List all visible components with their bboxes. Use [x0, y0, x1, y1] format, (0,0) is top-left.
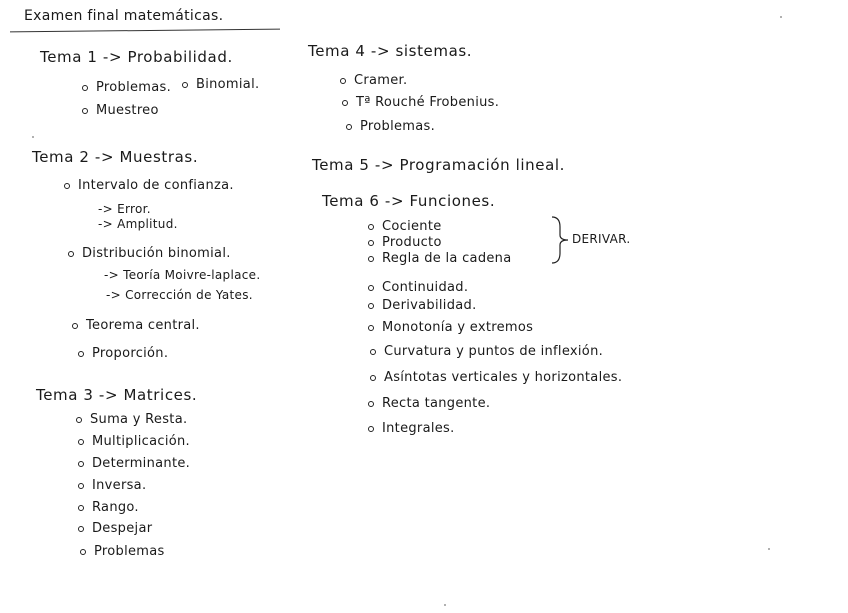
bullet-icon	[346, 124, 352, 130]
tema6-item: Curvatura y puntos de inflexión.	[370, 344, 603, 359]
tema4-item: Problemas.	[346, 119, 435, 134]
tema6-derivar-item: Cociente	[368, 219, 442, 234]
bullet-icon	[78, 526, 84, 532]
tema3-item: Multiplicación.	[78, 434, 190, 449]
tema1-heading: Tema 1 -> Probabilidad.	[40, 48, 233, 66]
tema2-subitem: -> Teoría Moivre-laplace.	[104, 268, 261, 282]
tema3-item: Determinante.	[78, 456, 190, 471]
paper-speck	[32, 136, 34, 138]
tema3-item: Problemas	[80, 544, 165, 559]
tema6-item: Derivabilidad.	[368, 298, 477, 313]
tema1-item: Binomial.	[182, 77, 259, 92]
bullet-icon	[82, 85, 88, 91]
bullet-icon	[368, 240, 374, 246]
tema3-item: Rango.	[78, 500, 139, 515]
tema2-subitem: -> Amplitud.	[98, 217, 178, 231]
bullet-icon	[342, 100, 348, 106]
tema6-heading: Tema 6 -> Funciones.	[322, 192, 496, 210]
title-underline	[10, 29, 280, 33]
paper-speck	[768, 548, 770, 550]
bullet-icon	[368, 285, 374, 291]
tema1-item: Problemas.	[82, 80, 171, 95]
tema6-derivar-item: Regla de la cadena	[368, 251, 511, 266]
tema3-heading: Tema 3 -> Matrices.	[36, 386, 198, 404]
bullet-icon	[368, 325, 374, 331]
tema3-item: Suma y Resta.	[76, 412, 187, 427]
tema2-item: Teorema central.	[72, 318, 200, 333]
tema2-heading: Tema 2 -> Muestras.	[32, 148, 199, 166]
tema6-item: Asíntotas verticales y horizontales.	[370, 370, 622, 385]
bullet-icon	[182, 82, 188, 88]
bullet-icon	[368, 303, 374, 309]
tema6-derivar-item: Producto	[368, 235, 442, 250]
tema3-item: Despejar	[78, 521, 152, 536]
bullet-icon	[78, 505, 84, 511]
curly-brace-icon	[550, 215, 570, 265]
page-title: Examen final matemáticas.	[24, 8, 224, 24]
tema6-item: Integrales.	[368, 421, 455, 436]
bullet-icon	[72, 323, 78, 329]
bullet-icon	[370, 375, 376, 381]
bullet-icon	[370, 349, 376, 355]
bullet-icon	[368, 256, 374, 262]
tema2-item: Distribución binomial.	[68, 246, 231, 261]
bullet-icon	[76, 417, 82, 423]
tema2-subitem: -> Error.	[98, 202, 151, 216]
bullet-icon	[368, 401, 374, 407]
tema6-item: Recta tangente.	[368, 396, 490, 411]
bullet-icon	[368, 224, 374, 230]
tema2-subitem: -> Corrección de Yates.	[106, 288, 253, 302]
tema4-heading: Tema 4 -> sistemas.	[308, 42, 473, 60]
tema6-item: Monotonía y extremos	[368, 320, 533, 335]
bullet-icon	[64, 183, 70, 189]
paper-speck	[444, 604, 446, 606]
bullet-icon	[82, 108, 88, 114]
tema4-item: Cramer.	[340, 73, 407, 88]
tema4-item: Tª Rouché Frobenius.	[342, 95, 499, 110]
tema5-heading: Tema 5 -> Programación lineal.	[312, 156, 566, 174]
bullet-icon	[340, 78, 346, 84]
bullet-icon	[78, 461, 84, 467]
bullet-icon	[68, 251, 74, 257]
bullet-icon	[368, 426, 374, 432]
tema2-item: Intervalo de confianza.	[64, 178, 234, 193]
tema1-item: Muestreo	[82, 103, 159, 118]
bullet-icon	[78, 439, 84, 445]
bullet-icon	[78, 483, 84, 489]
derivar-label: DERIVAR.	[572, 232, 631, 246]
tema6-item: Continuidad.	[368, 280, 468, 295]
bullet-icon	[78, 351, 84, 357]
paper-speck	[780, 16, 782, 18]
tema2-item: Proporción.	[78, 346, 168, 361]
bullet-icon	[80, 549, 86, 555]
tema3-item: Inversa.	[78, 478, 146, 493]
